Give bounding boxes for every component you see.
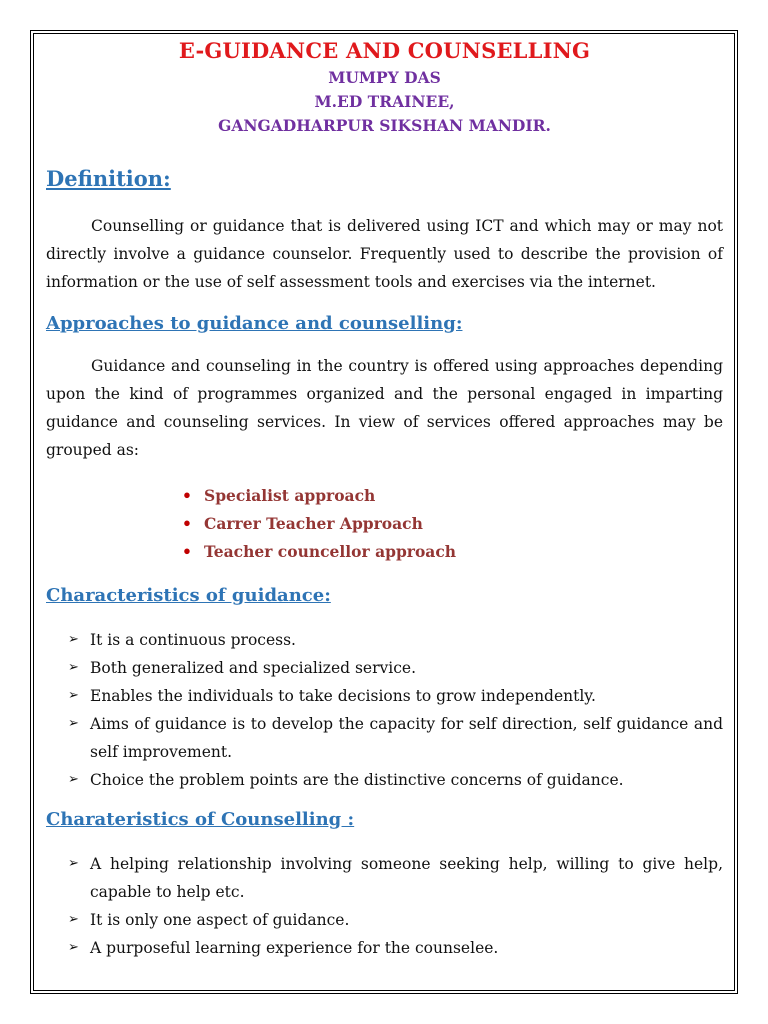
list-item-text: Enables the individuals to take decisions to grow independently. xyxy=(90,687,596,705)
arrow-bullet-icon: ➢ xyxy=(68,632,79,647)
list-item xyxy=(182,538,723,566)
author-institution: GANGADHARPUR SIKSHAN MANDIR. xyxy=(218,116,551,135)
list-item xyxy=(68,934,723,962)
list-item xyxy=(68,710,723,766)
bullet-icon: • xyxy=(182,514,192,533)
guidance-characteristics-list xyxy=(46,626,723,794)
approach-item-label: Teacher councellor approach xyxy=(204,542,457,561)
document-content xyxy=(46,36,723,962)
list-item xyxy=(68,850,723,906)
arrow-bullet-icon: ➢ xyxy=(68,716,79,731)
guidance-characteristics-heading: Characteristics of guidance: xyxy=(46,585,331,606)
approach-item-label: Carrer Teacher Approach xyxy=(204,514,423,533)
list-item xyxy=(68,766,723,794)
arrow-bullet-icon: ➢ xyxy=(68,660,79,675)
list-item xyxy=(68,654,723,682)
list-item-text: It is only one aspect of guidance. xyxy=(90,911,350,929)
arrow-bullet-icon: ➢ xyxy=(68,772,79,787)
counselling-characteristics-list xyxy=(46,850,723,962)
bullet-icon: • xyxy=(182,486,192,505)
list-item-text: It is a continuous process. xyxy=(90,631,296,649)
bullet-icon: • xyxy=(182,542,192,561)
approaches-heading: Approaches to guidance and counselling: xyxy=(46,313,463,334)
counselling-characteristics-heading: Charateristics of Counselling : xyxy=(46,809,355,830)
author-name: MUMPY DAS xyxy=(328,68,441,87)
list-item-text: Aims of guidance is to develop the capacity for self direction, self guidance and self improvement. xyxy=(90,715,723,761)
list-item-text: A helping relationship involving someone seeking help, willing to give help, capable to help etc. xyxy=(90,855,723,901)
definition-heading: Definition: xyxy=(46,166,171,191)
list-item xyxy=(182,510,723,538)
approaches-list xyxy=(46,482,723,566)
list-item xyxy=(68,682,723,710)
author-role: M.ED TRAINEE, xyxy=(314,92,455,111)
list-item-text: Both generalized and specialized service. xyxy=(90,659,416,677)
approaches-paragraph: Guidance and counseling in the country is offered using approaches depending upon the kind of programmes organized and the personal engaged in imparting guidance and counseling services. In view of services offered approaches may be grouped as: xyxy=(46,357,723,459)
arrow-bullet-icon: ➢ xyxy=(68,912,79,927)
arrow-bullet-icon: ➢ xyxy=(68,688,79,703)
list-item-text: Choice the problem points are the distinctive concerns of guidance. xyxy=(90,771,624,789)
arrow-bullet-icon: ➢ xyxy=(68,940,79,955)
approach-item-label: Specialist approach xyxy=(204,486,376,505)
document-header xyxy=(46,36,723,138)
list-item xyxy=(182,482,723,510)
list-item xyxy=(68,906,723,934)
list-item-text: A purposeful learning experience for the counselee. xyxy=(90,939,499,957)
definition-paragraph: Counselling or guidance that is delivered using ICT and which may or may not directly involve a guidance counselor. Frequently used to describe the provision of information or the use of self assessment tools and exercises via the internet. xyxy=(46,217,723,291)
document-title: E-GUIDANCE AND COUNSELLING xyxy=(178,38,591,63)
arrow-bullet-icon: ➢ xyxy=(68,856,79,871)
list-item xyxy=(68,626,723,654)
